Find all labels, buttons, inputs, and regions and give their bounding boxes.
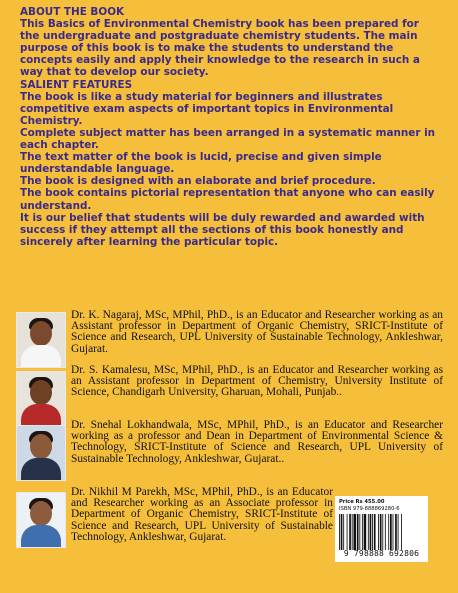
barcode-label bbox=[335, 496, 428, 562]
author-bio: Dr. K. Nagaraj, MSc, MPhil, PhD., is an Educator and Researcher working as an Assistant professor in Department of Organic Chemistry, SRICT-Institute of Science and Research, UPL University of Sustainable Technology, Ankleshwar, Gujarat. bbox=[71, 309, 443, 355]
about-heading: ABOUT THE BOOK bbox=[20, 6, 125, 18]
barcode-bars bbox=[339, 514, 424, 550]
salient-point: The text matter of the book is lucid, precise and given simple understandable language. bbox=[20, 151, 382, 176]
author-photo bbox=[16, 371, 66, 427]
salient-point: The book is designed with an elaborate and brief procedure. bbox=[20, 175, 376, 188]
author-photo bbox=[16, 425, 66, 481]
isbn-text: ISBN 979-888869280-6 bbox=[339, 506, 400, 512]
salient-point: Complete subject matter has been arranged in a systematic manner in each chapter. bbox=[20, 126, 436, 152]
author-photo bbox=[16, 492, 66, 548]
intro-section bbox=[20, 6, 440, 248]
author-photo bbox=[16, 312, 66, 368]
salient-point: The book contains pictorial representation that anyone who can easily understand. bbox=[20, 187, 435, 212]
salient-heading: SALIENT FEATURES bbox=[20, 78, 133, 91]
author-bio: Dr. Nikhil M Parekh, MSc, MPhil, PhD., is an Educator and Researcher working as an Associate professor in Department of Organic Chemistry, SRICT-Institute of Science and Research, UPL University of Sustainable Technology, Ankleshwar, Gujarat. bbox=[71, 486, 333, 543]
barcode-number: 9 798888 692806 bbox=[343, 549, 420, 558]
salient-point: The book is like a study material for beginners and illustrates competitive exam aspects of important topics in Environmental Chemistry. bbox=[20, 90, 394, 127]
about-text: This Basics of Environmental Chemistry book has been prepared for the undergraduate and postgraduate chemistry students. The main purpose of this book is to make the students to understand the concepts easily and apply their knowledge to the research in such a way that to develop our society. bbox=[20, 18, 420, 79]
author-bio: Dr. S. Kamalesu, MSc, MPhil, PhD., is an Educator and Researcher working as an Assistant professor in Department of Chemistry, University Institute of Science, Chandigarh University, Gharuan, Mohali, Punjab.. bbox=[71, 364, 443, 399]
author-bio: Dr. Snehal Lokhandwala, MSc, MPhil, PhD., is an Educator and Researcher working as a professor and Dean in Department of Environmental Science & Technology, SRICT-Institute of Science and Research, UPL University of Sustainable Technology, Ankleshwar, Gujarat.. bbox=[71, 419, 443, 465]
salient-point: It is our belief that students will be duly rewarded and awarded with success if they attempt all the sections of this book honestly and sincerely after learning the particular topic. bbox=[20, 211, 425, 248]
price-text: Price Rs 455.00 bbox=[339, 499, 385, 505]
